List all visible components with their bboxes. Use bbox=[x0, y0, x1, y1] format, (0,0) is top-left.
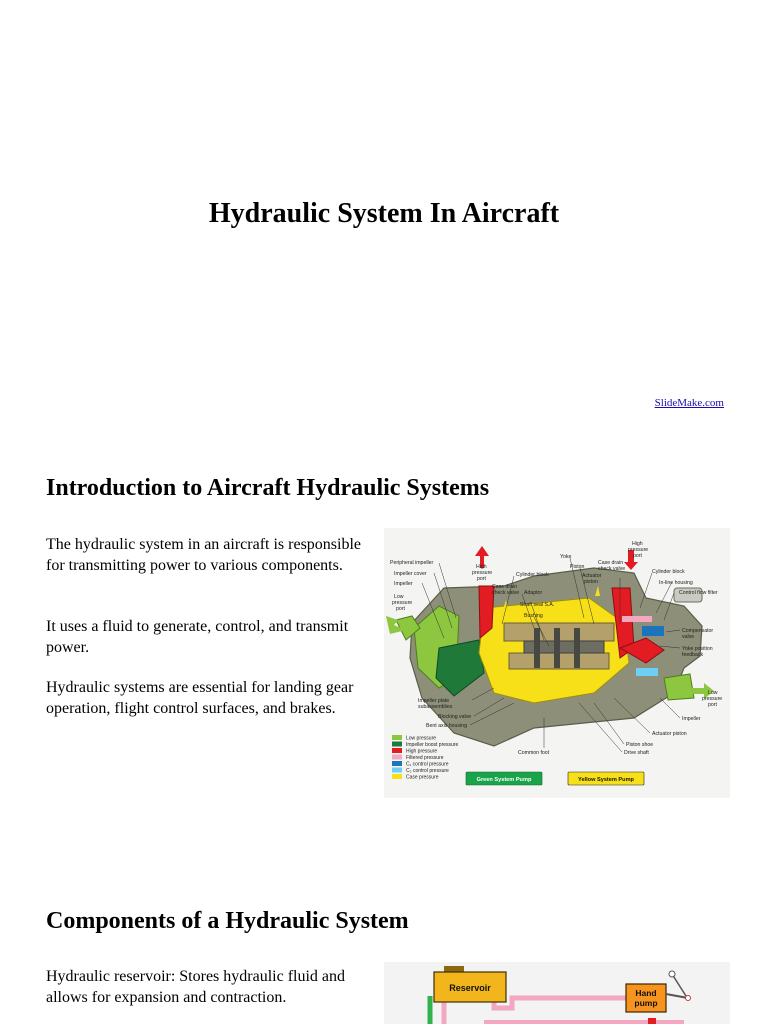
yellow-system-pump-label: Yellow System Pump bbox=[578, 777, 634, 783]
label-actuator-piston-2: piston bbox=[584, 579, 598, 585]
label-blocking-valve: Blocking valve bbox=[438, 714, 472, 720]
label-yoke: Yoke bbox=[560, 554, 572, 560]
legend-swatch-filtered-pressure bbox=[392, 755, 402, 760]
page-title: Hydraulic System In Aircraft bbox=[208, 198, 560, 229]
label-compensator-valve-1: Compensator bbox=[682, 628, 714, 634]
label-low-pressure-port-r1: Low bbox=[708, 690, 718, 696]
label-bushing: Bushing bbox=[524, 613, 543, 619]
label-piston: Piston bbox=[570, 564, 585, 570]
label-impeller: Impeller bbox=[394, 581, 413, 587]
label-peripheral-impeller: Peripheral impeller bbox=[390, 560, 434, 566]
label-actuator-piston-1: Actuator bbox=[582, 573, 602, 579]
label-yoke-position-feedback-1: Yoke position bbox=[682, 646, 713, 652]
legend-swatch-c2-control bbox=[392, 768, 402, 773]
label-low-pressure-port-1: Low bbox=[394, 594, 404, 600]
intro-paragraph-1: The hydraulic system in an aircraft is responsible for transmitting power to various components. bbox=[46, 536, 362, 574]
label-case-drain-check-valve-2: check valve bbox=[492, 590, 520, 596]
legend-label-low-pressure: Low pressure bbox=[406, 735, 437, 742]
label-in-line-housing: In-line housing bbox=[659, 580, 693, 586]
legend-label-case-pressure: Case pressure bbox=[406, 774, 439, 781]
label-high-pressure-port-r1: High bbox=[632, 541, 643, 547]
diagram-legend bbox=[392, 735, 458, 781]
label-case-drain-check-valve-1: Case drain bbox=[492, 584, 518, 590]
intro-paragraph-2: It uses a fluid to generate, control, and transmit power. bbox=[46, 618, 349, 656]
yellow-system-pump-button[interactable] bbox=[568, 772, 644, 785]
label-impeller-plate-2: subassemblies bbox=[418, 704, 453, 710]
label-high-pressure-port-2: pressure bbox=[472, 570, 493, 576]
legend-label-c1-control: C₁ control pressure bbox=[406, 761, 449, 768]
label-low-pressure-port-r2: pressure bbox=[702, 696, 723, 702]
legend-label-high-pressure: High pressure bbox=[406, 748, 438, 755]
label-high-pressure-port-1: High bbox=[476, 564, 487, 570]
legend-swatch-c1-control bbox=[392, 761, 402, 766]
label-high-pressure-port-3: port bbox=[477, 576, 486, 582]
hand-pump-block bbox=[626, 971, 691, 1024]
hand-pump-label-2: pump bbox=[634, 998, 658, 1008]
label-low-pressure-port-3: port bbox=[396, 606, 405, 612]
legend-label-filtered-pressure: Filtered pressure bbox=[406, 755, 444, 761]
legend-label-c2-control: C₂ control pressure bbox=[406, 768, 449, 774]
legend-swatch-impeller-boost bbox=[392, 742, 402, 747]
label-cylinder-block-right: Cylinder block bbox=[652, 569, 685, 575]
label-shaft-seal: Shaft seal S.A. bbox=[520, 602, 555, 608]
legend-swatch-low-pressure bbox=[392, 735, 402, 740]
label-low-pressure-port-r3: port bbox=[708, 702, 717, 708]
components-paragraph-1: Hydraulic reservoir: Stores hydraulic fluid and allows for expansion and contraction. bbox=[46, 968, 346, 1006]
label-compensator-valve-2: valve bbox=[682, 634, 695, 640]
hand-pump-label-1: Hand bbox=[635, 988, 657, 998]
label-drive-shaft: Drive shaft bbox=[624, 750, 649, 756]
intro-paragraph-3: Hydraulic systems are essential for landing gear operation, flight control surfaces, and brakes. bbox=[46, 679, 354, 717]
label-case-drain-check-valve-r1: Case drain bbox=[598, 560, 624, 566]
label-impeller-cover: Impeller cover bbox=[394, 571, 427, 577]
label-low-pressure-port-2: pressure bbox=[392, 600, 413, 606]
green-system-pump-label: Green System Pump bbox=[476, 777, 532, 783]
legend-swatch-high-pressure bbox=[392, 748, 402, 753]
label-bent-axis-housing: Bent axis housing bbox=[426, 723, 467, 729]
label-actuator-piston-right: Actuator piston bbox=[652, 731, 687, 737]
section-heading-introduction: Introduction to Aircraft Hydraulic Systems bbox=[46, 475, 490, 501]
reservoir-label: Reservoir bbox=[449, 983, 491, 993]
label-piston-shoe: Piston shoe bbox=[626, 742, 654, 748]
green-system-pump-button[interactable] bbox=[466, 772, 542, 785]
legend-swatch-case-pressure bbox=[392, 774, 402, 779]
label-yoke-position-feedback-2: feedback bbox=[682, 652, 704, 658]
label-impeller-plate-1: Impeller plate bbox=[418, 698, 450, 704]
label-case-drain-check-valve-r2: check valve bbox=[598, 566, 626, 572]
slidemake-link[interactable]: SlideMake.com bbox=[654, 397, 724, 409]
reservoir-block bbox=[434, 966, 506, 1002]
hydraulic-circuit-diagram bbox=[384, 962, 730, 1024]
label-adaptor: Adaptor bbox=[524, 590, 543, 596]
legend-label-impeller-boost: Impeller boost pressure bbox=[406, 742, 459, 748]
section-heading-components: Components of a Hydraulic System bbox=[46, 908, 409, 934]
label-impeller-right: Impeller bbox=[682, 716, 701, 722]
label-high-pressure-port-r3: port bbox=[633, 553, 642, 559]
label-common-foot: Common foot bbox=[518, 750, 550, 756]
label-cylinder-block: Cylinder block bbox=[516, 572, 549, 578]
label-control-flow-filter: Control flow filter bbox=[679, 590, 718, 596]
hydraulic-pump-diagram bbox=[384, 528, 730, 798]
label-high-pressure-port-r2: pressure bbox=[628, 547, 649, 553]
